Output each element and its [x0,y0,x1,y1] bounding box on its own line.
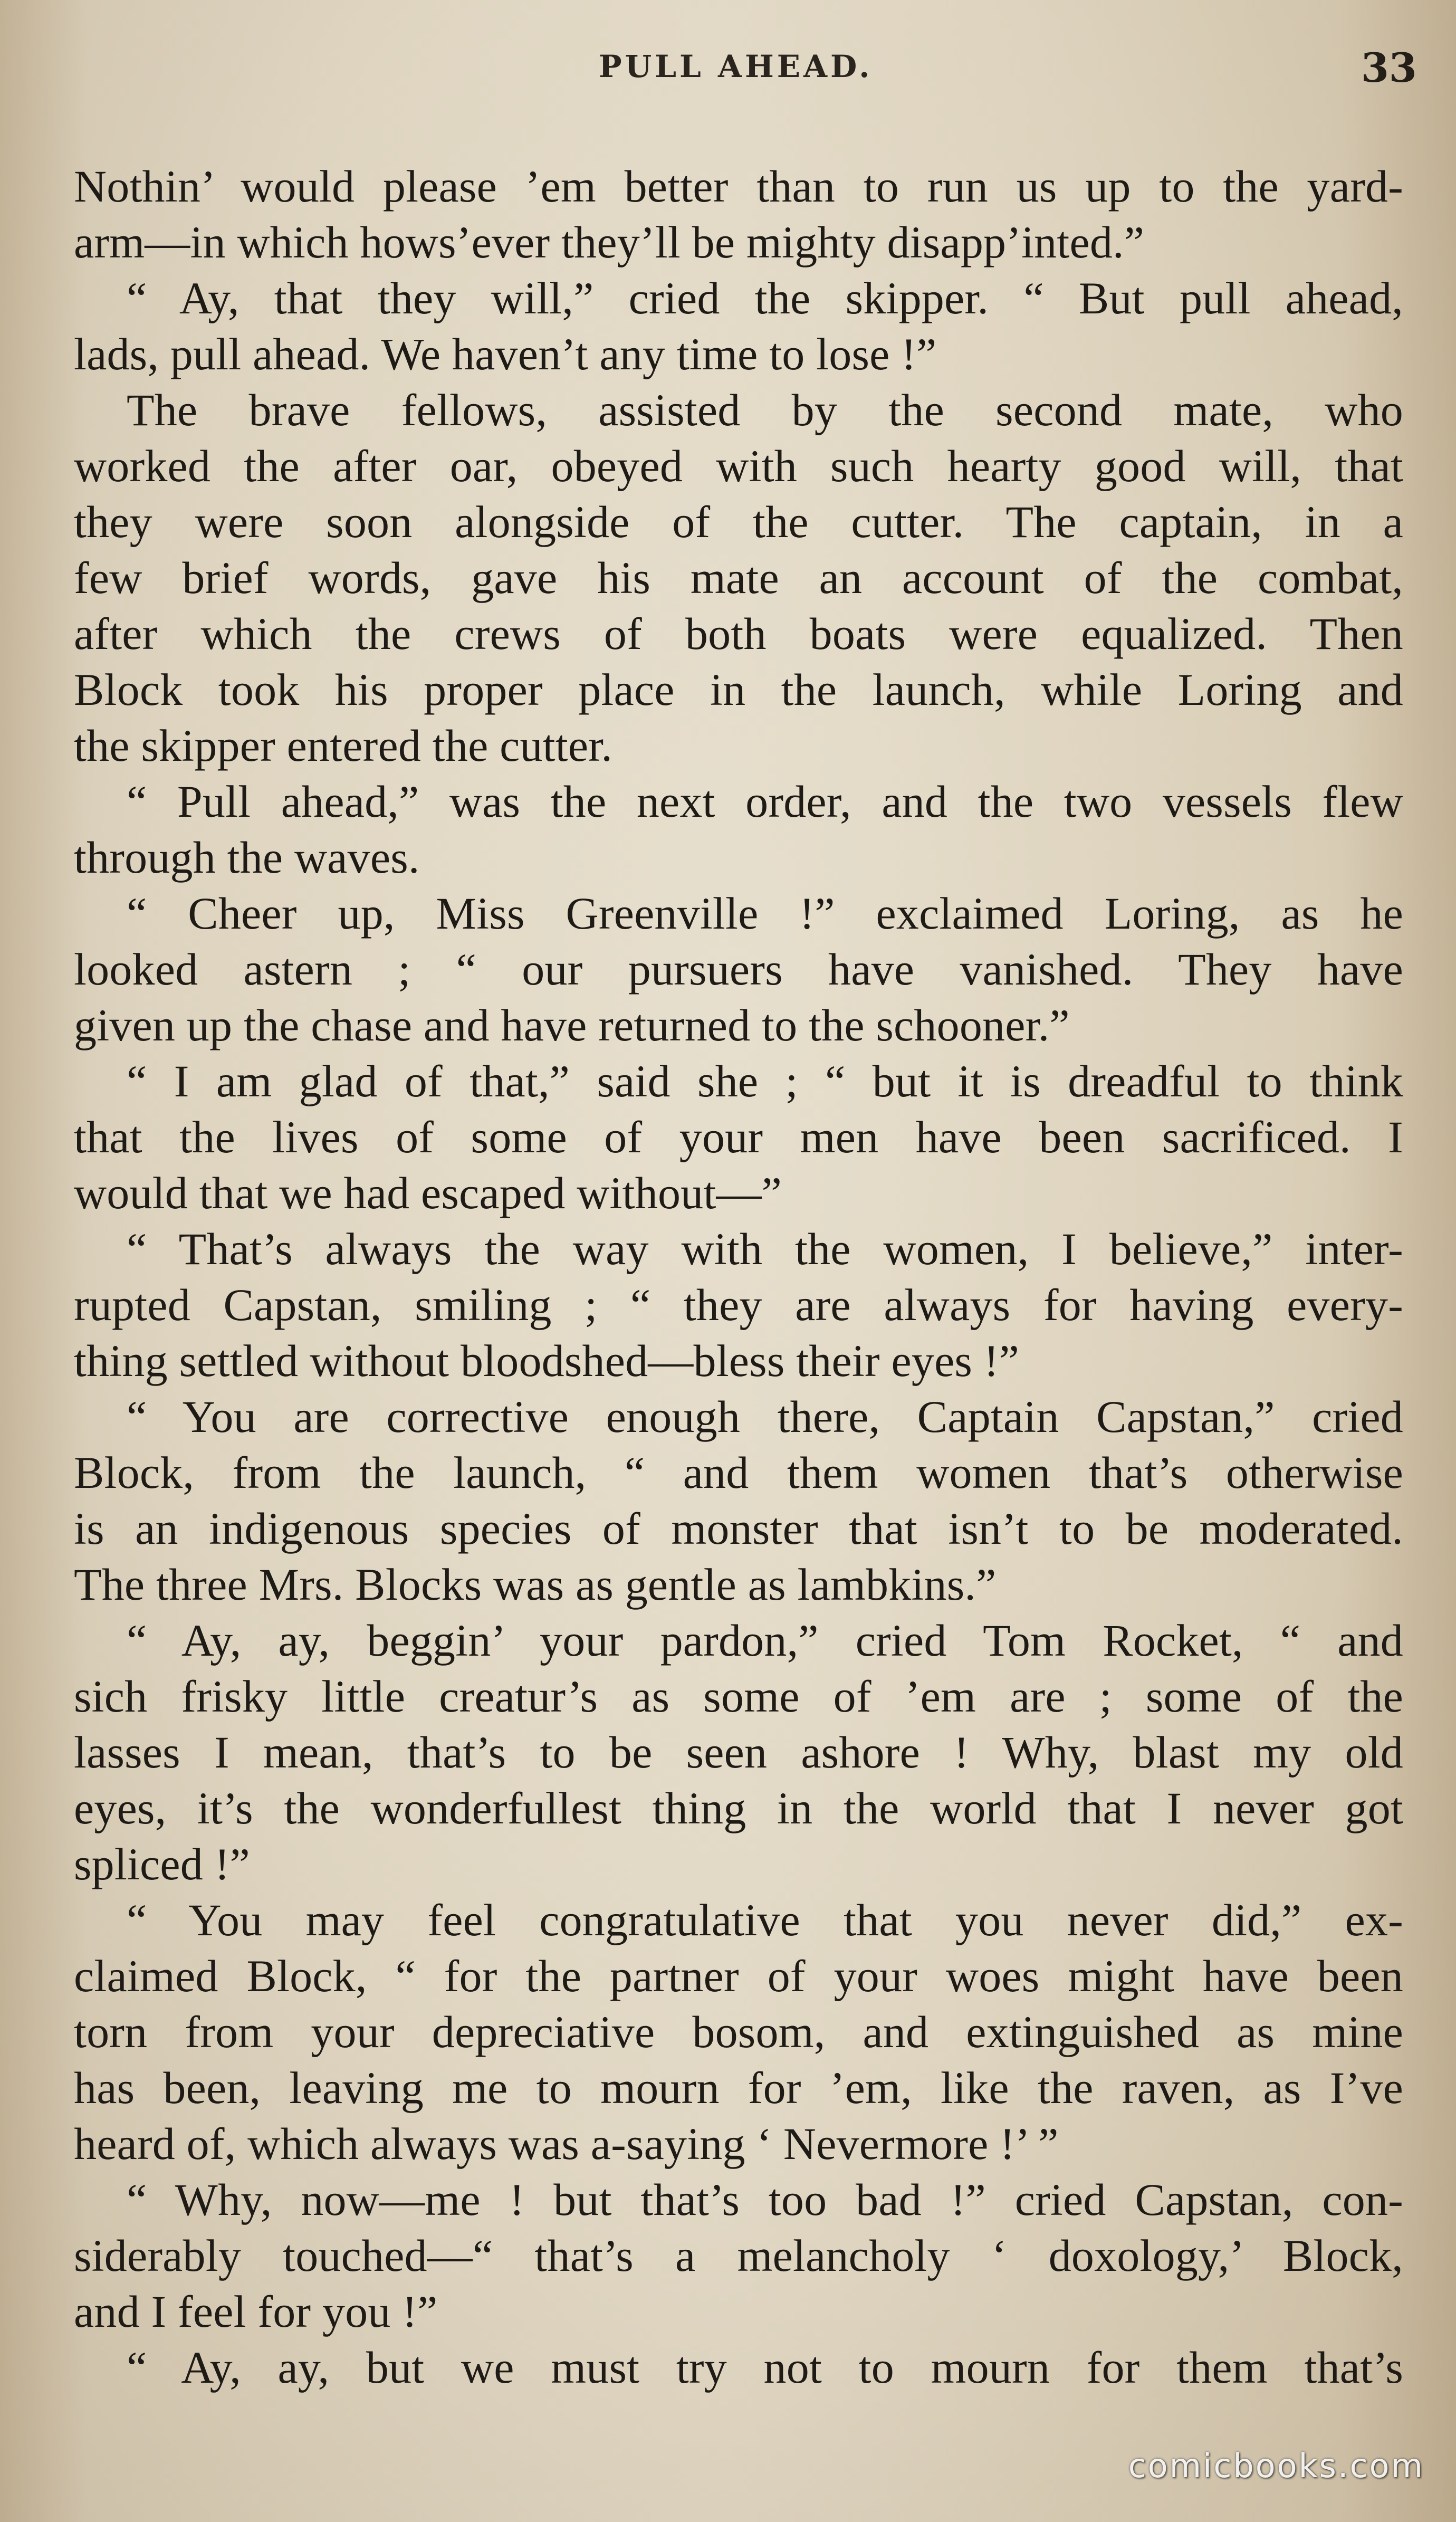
text-line: “ Pull ahead,” was the next order, and the two vessels flew [127,776,1403,827]
text-line: that the lives of some of your men have been sacrificed. I [74,1112,1403,1162]
text-line: few brief words, gave his mate an account of the combat, [74,552,1403,603]
text-body [74,158,1403,2395]
text-line: they were soon alongside of the cutter. The captain, in a [74,496,1403,547]
text-line: eyes, it’s the wonderfullest thing in the world that I never got [74,1783,1403,1833]
text-line: sich frisky little creatur’s as some of ’em are ; some of the [74,1671,1403,1722]
text-line: “ You are corrective enough there, Captain Capstan,” cried [127,1391,1403,1442]
text-line: “ That’s always the way with the women, I believe,” inter- [127,1224,1403,1274]
text-line: The three Mrs. Blocks was as gentle as lambkins.” [74,1559,997,1610]
text-line: “ Why, now—me ! but that’s too bad !” cried Capstan, con- [127,2174,1403,2225]
text-line: lasses I mean, that’s to be seen ashore ! Why, blast my old [74,1727,1403,1778]
text-line: the skipper entered the cutter. [74,720,613,771]
text-line: lads, pull ahead. We haven’t any time to lose !” [74,329,937,379]
text-line: “ Cheer up, Miss Greenville !” exclaimed Loring, as he [127,888,1403,939]
text-line: heard of, which always was a-saying ‘ Nevermore !’ ” [74,2118,1059,2169]
text-line: after which the crews of both boats were equalized. Then [74,608,1403,659]
text-line: Block, from the launch, “ and them women that’s otherwise [74,1447,1403,1498]
text-line: given up the chase and have returned to the schooner.” [74,1000,1070,1050]
text-line: rupted Capstan, smiling ; “ they are always for having every- [74,1279,1403,1330]
text-line: worked the after oar, obeyed with such hearty good will, that [74,441,1403,491]
text-line: siderably touched—“ that’s a melancholy ‘ doxology,’ Block, [74,2230,1403,2281]
text-line: The brave fellows, assisted by the second mate, who [127,385,1403,435]
text-line: “ Ay, that they will,” cried the skipper. “ But pull ahead, [127,273,1403,323]
text-line: Nothin’ would please ’em better than to run us up to the yard- [74,161,1403,212]
text-line: “ I am glad of that,” said she ; “ but it is dreadful to think [127,1056,1403,1106]
text-line: is an indigenous species of monster that isn’t to be moderated. [74,1503,1403,1554]
page-header [0,44,1456,107]
text-line: torn from your depreciative bosom, and extinguished as mine [74,2007,1403,2057]
text-line: thing settled without bloodshed—bless their eyes !” [74,1335,1020,1386]
text-line: would that we had escaped without—” [74,1168,782,1218]
watermark-logo: comicbooks.com [1128,2447,1424,2485]
running-head: PULL AHEAD. [599,49,873,84]
text-line: “ Ay, ay, beggin’ your pardon,” cried Tom Rocket, “ and [127,1615,1403,1666]
text-line: has been, leaving me to mourn for ’em, like the raven, as I’ve [74,2062,1403,2113]
text-line: and I feel for you !” [74,2286,438,2337]
text-line: through the waves. [74,832,420,883]
text-line: “ Ay, ay, but we must try not to mourn for them that’s [127,2342,1403,2393]
page-number: 33 [1361,44,1417,91]
text-line: “ You may feel congratulative that you never did,” ex- [127,1895,1403,1945]
text-line: looked astern ; “ our pursuers have vanished. They have [74,944,1403,995]
text-line: arm—in which hows’ever they’ll be mighty disapp’inted.” [74,217,1145,268]
text-line: spliced !” [74,1839,250,1889]
text-line: claimed Block, “ for the partner of your woes might have been [74,1951,1403,2001]
text-line: Block took his proper place in the launch, while Loring and [74,664,1403,715]
